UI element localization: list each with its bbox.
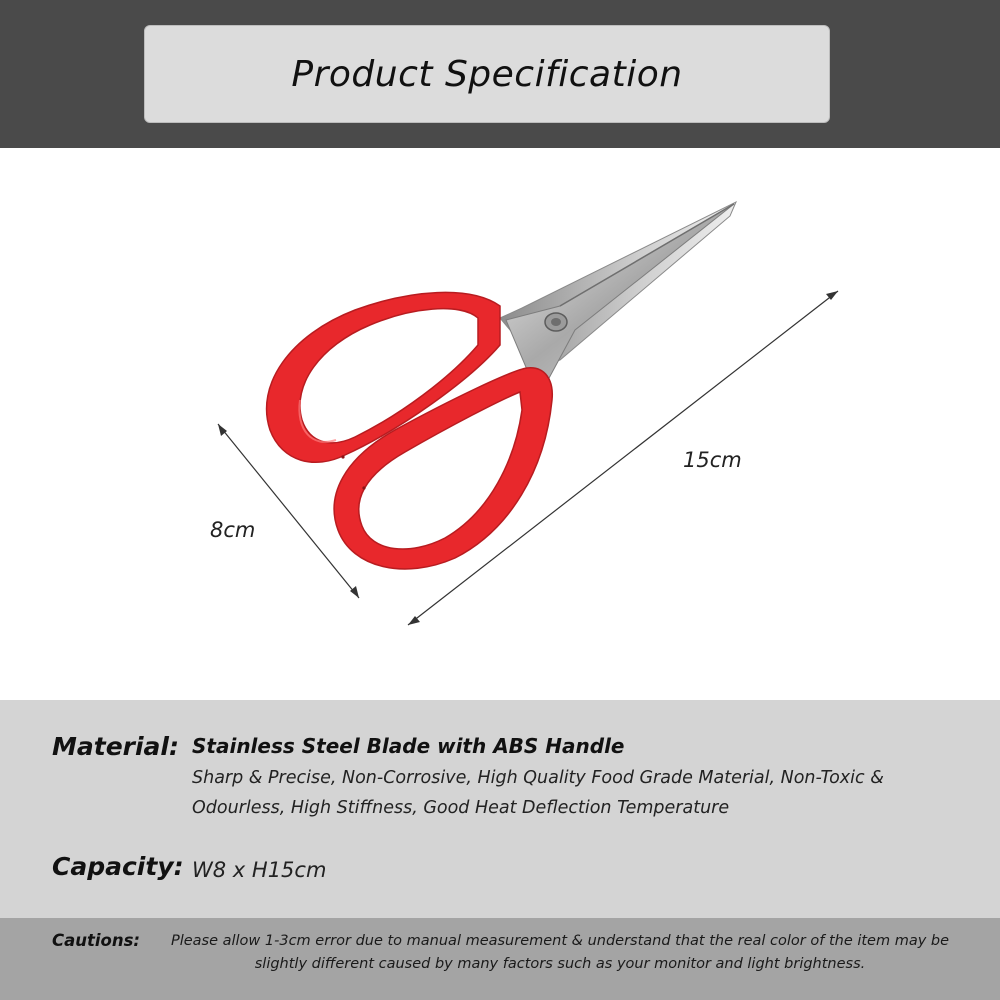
capacity-label: Capacity: (52, 852, 184, 881)
length-label: 15cm (683, 448, 742, 472)
capacity-value: W8 x H15cm (192, 858, 327, 882)
blade-front (506, 204, 734, 380)
spec-panel (0, 700, 1000, 918)
cautions-panel (0, 918, 1000, 1000)
material-value: Stainless Steel Blade with ABS Handle (192, 734, 625, 758)
scissors-icon (0, 148, 1000, 700)
header-bar (0, 0, 1000, 148)
width-label: 8cm (210, 518, 256, 542)
title-box (144, 25, 830, 123)
product-image-area (0, 148, 1000, 700)
blade-edge (560, 204, 734, 306)
length-dimension-line (408, 291, 838, 625)
material-label: Material: (52, 732, 179, 761)
page-title: Product Specification (291, 53, 683, 95)
material-description: Sharp & Precise, Non-Corrosive, High Quality Food Grade Material, Non-Toxic & Odourless, High Stiffness, Good Heat Deflection Temperature (192, 768, 884, 818)
cautions-label: Cautions: (52, 931, 141, 950)
cautions-text: Please allow 1-3cm error due to manual measurement & understand that the real color of the item may be slightly different caused by many factors such as your monitor and light brightness. (170, 933, 950, 972)
